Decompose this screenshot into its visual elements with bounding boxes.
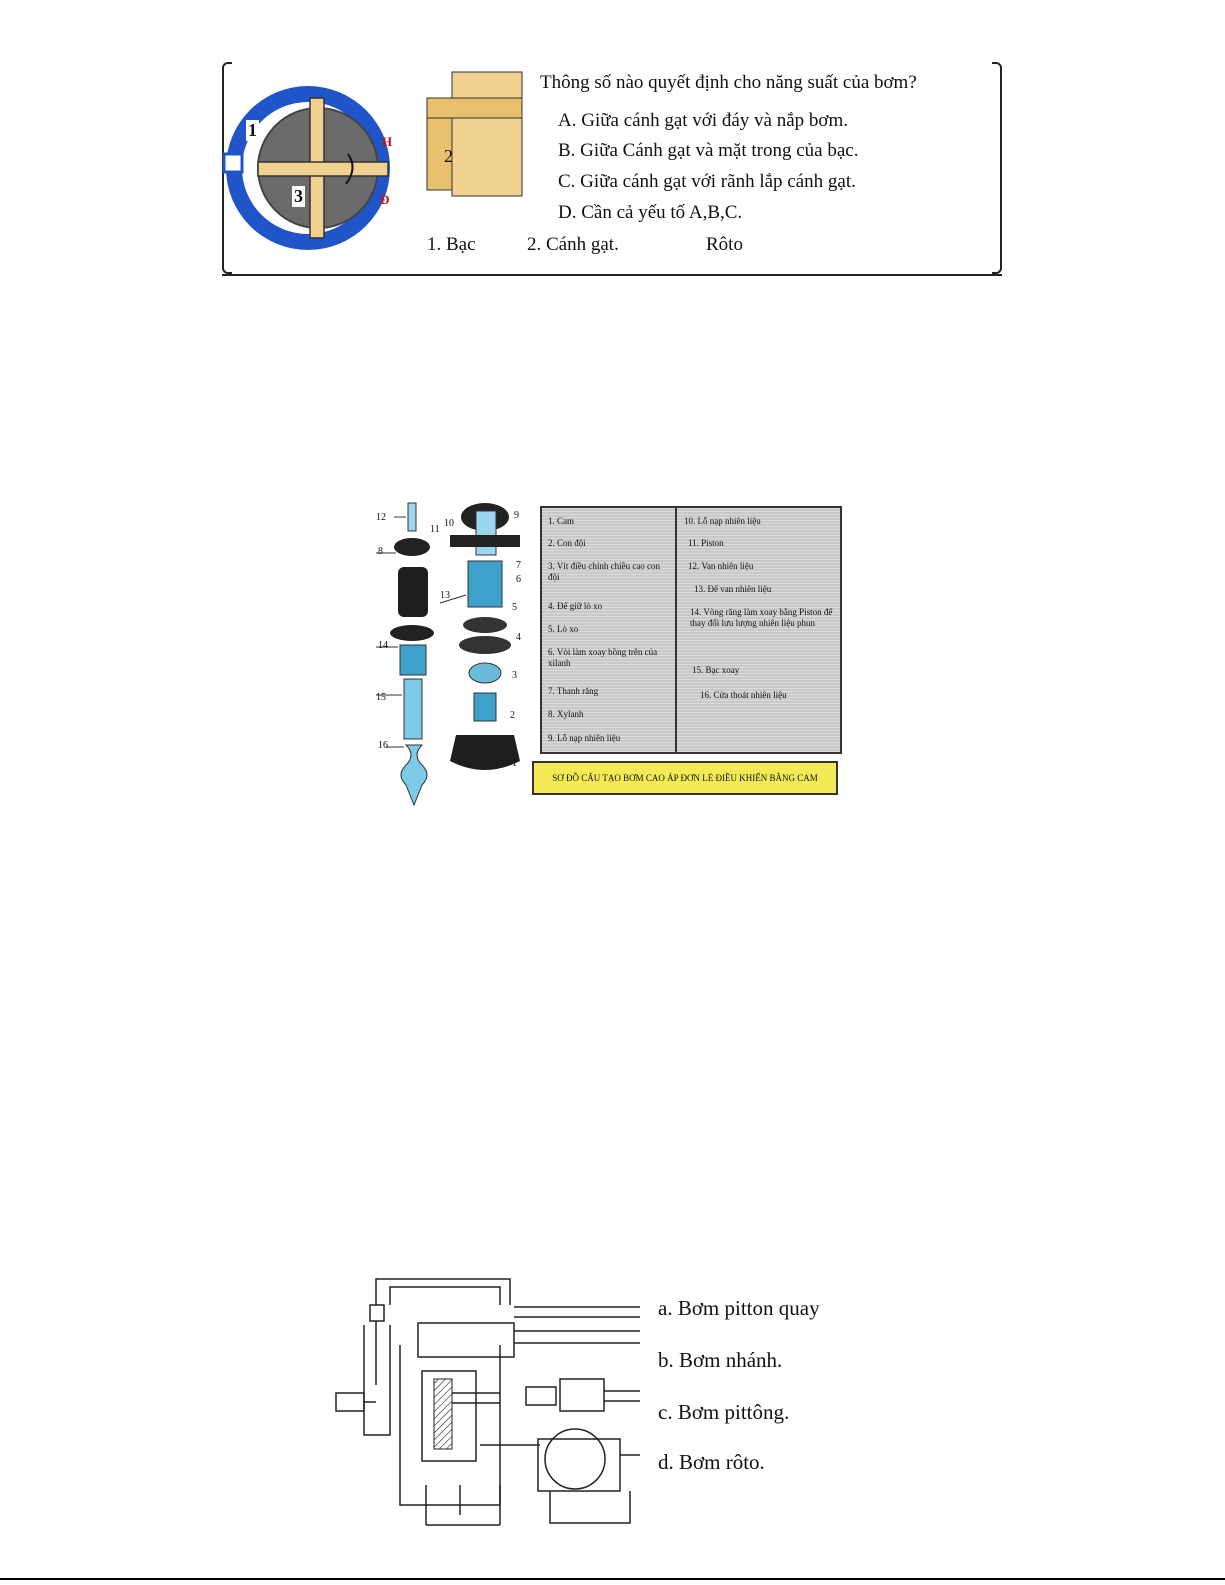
option-c: C. Giữa cánh gạt với rãnh lắp cánh gạt. xyxy=(558,171,856,192)
answer-option-c: c. Bơm pittông. xyxy=(658,1400,790,1424)
callout-d: Đ xyxy=(380,192,390,207)
callout-3: 3 xyxy=(294,186,303,206)
part-4: 4. Đế giữ lò xo xyxy=(548,601,603,611)
injection-pump-exploded-illustration xyxy=(370,495,535,807)
fig2-callout-10: 10 xyxy=(444,518,454,529)
fig2-callout-14: 14 xyxy=(378,640,388,651)
option-d: D. Cần cả yếu tố A,B,C. xyxy=(558,202,743,223)
injection-pump-caption: SƠ ĐỒ CẤU TẠO BƠM CAO ÁP ĐƠN LẺ ĐIỀU KHIỂN BẰNG CAM xyxy=(532,761,838,795)
part-15: 15. Bạc xoay xyxy=(692,665,740,675)
callout-h: H xyxy=(382,134,393,149)
part-14: 14. Vòng răng làm xoay bằng Piston để thay đổi lưu lượng nhiên liệu phun xyxy=(690,607,833,628)
vane-pump-illustration xyxy=(222,58,552,274)
fig2-callout-12: 12 xyxy=(376,512,386,523)
answer-option-b: b. Bơm nhánh. xyxy=(658,1348,783,1372)
fig2-callout-13: 13 xyxy=(440,590,450,601)
part-13: 13. Đế van nhiên liệu xyxy=(694,584,772,594)
fig2-callout-8: 8 xyxy=(378,546,383,557)
legend-bac: 1. Bạc xyxy=(427,234,476,255)
fig2-callout-9: 9 xyxy=(514,510,519,521)
vane-pump-question-figure xyxy=(222,58,1002,276)
part-6: 6. Vòi làm xoay bồng trên của xilanh xyxy=(548,647,658,668)
legend-canh-gat: 2. Cánh gạt. xyxy=(527,234,619,255)
fig2-callout-2: 2 xyxy=(510,710,515,721)
fig2-callout-3: 3 xyxy=(512,670,517,681)
vane-horizontal xyxy=(258,162,388,176)
part-8: 8. Xylanh xyxy=(548,709,584,719)
answer-option-a: a. Bơm pitton quay xyxy=(658,1296,820,1320)
part-7: 7. Thanh răng xyxy=(548,686,599,696)
fig2-callout-4: 4 xyxy=(516,632,521,643)
fig2-callout-6: 6 xyxy=(516,574,521,585)
part-11: 11. Piston xyxy=(688,538,724,548)
pump-circuit-diagram xyxy=(330,1275,650,1530)
right-bracket xyxy=(992,62,1002,274)
callout-2: 2 xyxy=(444,146,453,166)
option-a: A. Giữa cánh gạt với đáy và nắp bơm. xyxy=(558,110,848,131)
option-b: B. Giữa Cánh gạt và mặt trong của bạc. xyxy=(558,140,859,161)
part-10: 10. Lỗ nạp nhiên liệu xyxy=(684,516,761,526)
part-2: 2. Con đội xyxy=(548,538,586,548)
fig2-callout-7: 7 xyxy=(516,560,521,571)
vane-exploded-view xyxy=(427,72,522,196)
fig2-callout-5: 5 xyxy=(512,602,517,613)
part-9: 9. Lỗ nạp nhiên liệu xyxy=(548,733,621,743)
part-1: 1. Cam xyxy=(548,516,574,526)
parts-table-divider xyxy=(675,508,677,752)
parts-list-table xyxy=(540,506,842,754)
page-bottom-rule xyxy=(0,1578,1225,1580)
part-5: 5. Lò xo xyxy=(548,624,579,634)
question-text: Thông số nào quyết định cho năng suất của bơm? xyxy=(540,72,917,93)
fig2-callout-11: 11 xyxy=(430,524,440,535)
fig2-callout-16: 16 xyxy=(378,740,388,751)
legend-roto: Rôto xyxy=(706,234,743,255)
answer-option-d: d. Bơm rôto. xyxy=(658,1450,765,1474)
callout-1: 1 xyxy=(248,120,257,140)
fig2-callout-1: 1 xyxy=(512,758,517,769)
fig2-callout-15: 15 xyxy=(376,692,386,703)
part-16: 16. Cửa thoát nhiên liệu xyxy=(700,690,787,700)
part-3: 3. Vít điều chỉnh chiều cao con đội xyxy=(548,561,661,582)
part-12: 12. Van nhiên liệu xyxy=(688,561,754,571)
